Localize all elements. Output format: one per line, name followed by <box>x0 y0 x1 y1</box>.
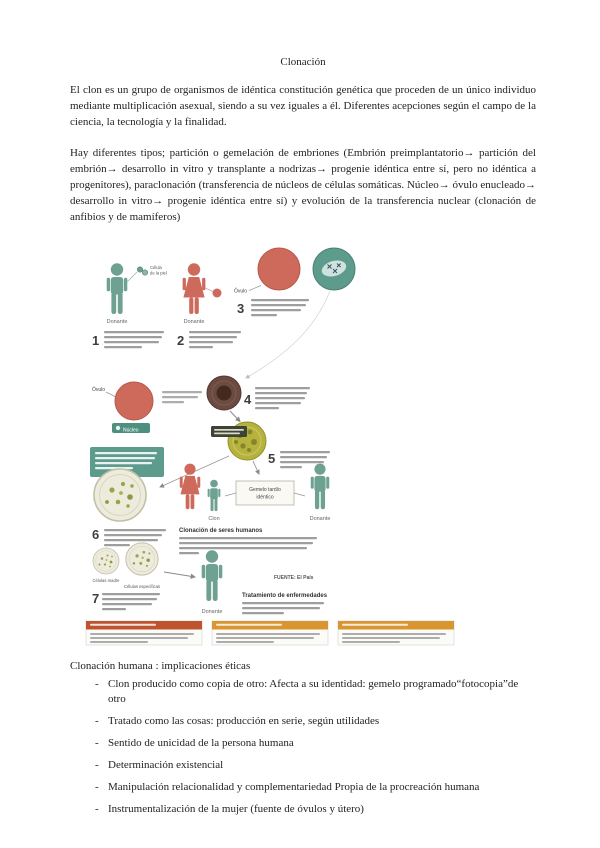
stem-cells-label: Células madre <box>92 577 120 583</box>
donor-male-label: Donante <box>106 318 128 325</box>
step-7 <box>92 591 160 610</box>
step-4-number: 4 <box>244 391 252 407</box>
donor-adult-label: Donante <box>309 515 331 522</box>
disease-treatment-heading: Tratamiento de enfermedades <box>242 592 328 599</box>
nucleus-tag <box>112 423 150 434</box>
footer-note-box-1 <box>86 621 202 645</box>
skin-cell-icon-2 <box>142 269 147 274</box>
list-item: - Sentido de unicidad de la persona humana <box>95 736 536 752</box>
clone-label: Clon <box>208 515 220 522</box>
enucleated-ovum-pointer <box>106 392 116 397</box>
petri-dish-small <box>93 548 119 574</box>
ovum-label-pointer <box>249 285 261 290</box>
step-6 <box>92 527 166 546</box>
patient-figure <box>202 550 223 615</box>
step-3-number: 3 <box>237 300 245 316</box>
donor-male-figure <box>107 263 128 325</box>
step-6-text-lines <box>104 529 166 546</box>
step-1-text-lines <box>104 331 164 348</box>
step-4 <box>244 387 310 409</box>
enucleated-ovum <box>115 382 153 420</box>
step-5-number: 5 <box>268 450 276 466</box>
step-7-number: 7 <box>92 590 100 606</box>
petri-dish-medium <box>126 542 158 574</box>
footer-note-box-3 <box>338 621 454 645</box>
step-1-number: 1 <box>92 332 100 348</box>
source-credit: FUENTE: El País <box>274 574 314 581</box>
human-cloning-heading: Clonación de seres humanos <box>179 527 263 534</box>
step-1 <box>92 331 164 348</box>
nucleus-label: Núcleo <box>123 427 139 433</box>
step-3 <box>237 299 309 316</box>
ethics-list <box>95 677 536 819</box>
fusion-caption-lines <box>162 391 202 403</box>
infographic-svg <box>84 241 464 647</box>
list-item: - Tratado como las cosas: producción en serie, según utilidades <box>95 714 536 730</box>
step-2-number: 2 <box>177 332 185 348</box>
step-7-text-lines <box>102 593 160 610</box>
small-egg-cell <box>205 288 222 298</box>
skin-cell-label-2: de la piel <box>150 270 167 275</box>
step-6-number: 6 <box>92 526 100 542</box>
disease-treatment-text-lines <box>242 602 324 614</box>
footer-note-box-2 <box>212 621 328 645</box>
step-3-text-lines <box>251 299 309 316</box>
petri-dish-large <box>94 469 146 521</box>
clone-family-group <box>180 463 331 521</box>
list-item: - Manipulación relacionalidad y complementariedad Propia de la procreación humana <box>95 780 536 796</box>
ovum-label: Óvulo <box>234 288 248 294</box>
human-cloning-section <box>179 528 317 554</box>
donor-figure-adult <box>311 463 330 509</box>
list-item: - Clon producido como copia de otro: Afecta a su identidad: gemelo programado“fotocopia”de otro <box>95 677 536 709</box>
enucleated-ovum-label: Óvulo <box>92 386 106 393</box>
section-heading: Clonación humana : implicaciones éticas <box>70 659 251 672</box>
fusion-to-embryo-arrow <box>230 411 240 422</box>
list-item: - Instrumentalización de la mujer (fuente de óvulos y útero) <box>95 802 536 818</box>
skin-cell-callout <box>127 265 167 282</box>
identical-twin-box <box>225 481 305 505</box>
twin-box-label-2: idéntico <box>256 494 274 500</box>
skin-cell-icon <box>137 266 142 271</box>
ovum-cell <box>258 248 300 290</box>
paragraph-1: El clon es un grupo de organismos de idéntica constitución genética que proceden de un único individuo mediante multiplicación asexual, siendo a su vez iguales a él. Diferentes acepciones según el campo de la ciencia, la tecnología y la finalidad. <box>70 84 536 128</box>
cells-to-patient-arrow <box>164 572 195 577</box>
nucleus-donor-cell <box>313 248 355 290</box>
donor-female-figure <box>183 263 206 325</box>
clone-child-figure <box>208 479 221 510</box>
step-4-text-lines <box>255 387 310 409</box>
nucleus-dot-icon <box>116 425 120 429</box>
cloning-infographic <box>84 241 536 652</box>
page-title: Clonación <box>280 56 326 68</box>
twin-box-label-1: Gemelo tardío <box>249 486 281 493</box>
embryo-to-family-arrow <box>253 461 259 474</box>
donor-female-label: Donante <box>183 318 205 325</box>
step-2 <box>177 331 241 348</box>
specific-cells-label: Células específicas <box>123 583 161 589</box>
disease-treatment-section <box>242 593 328 614</box>
fused-cell <box>207 376 241 410</box>
embryo-label-badge <box>211 426 247 437</box>
list-item: - Determinación existencial <box>95 758 536 774</box>
human-cloning-text-lines <box>179 537 317 554</box>
skin-cell-label-1: Célula <box>150 264 162 270</box>
patient-label: Donante <box>201 608 223 615</box>
paragraph-2: Hay diferentes tipos; partición o gemelación de embriones (Embrión preimplantatorio→ partición del embrión→ desarrollo in vitro y transplante a nodrizas→ progenie idéntica entre sí, pero no idéntica a progenitores), paraclonación (transferencia de núcleos de células somáticas. Núcleo→ óvulo enucleado→ desarrollo in vitro→ progenie idéntica entre sí) y evolución de la transferencia nuclear (clonación de anfibios y de mamíferos) <box>70 146 536 223</box>
step-2-text-lines <box>189 331 241 348</box>
